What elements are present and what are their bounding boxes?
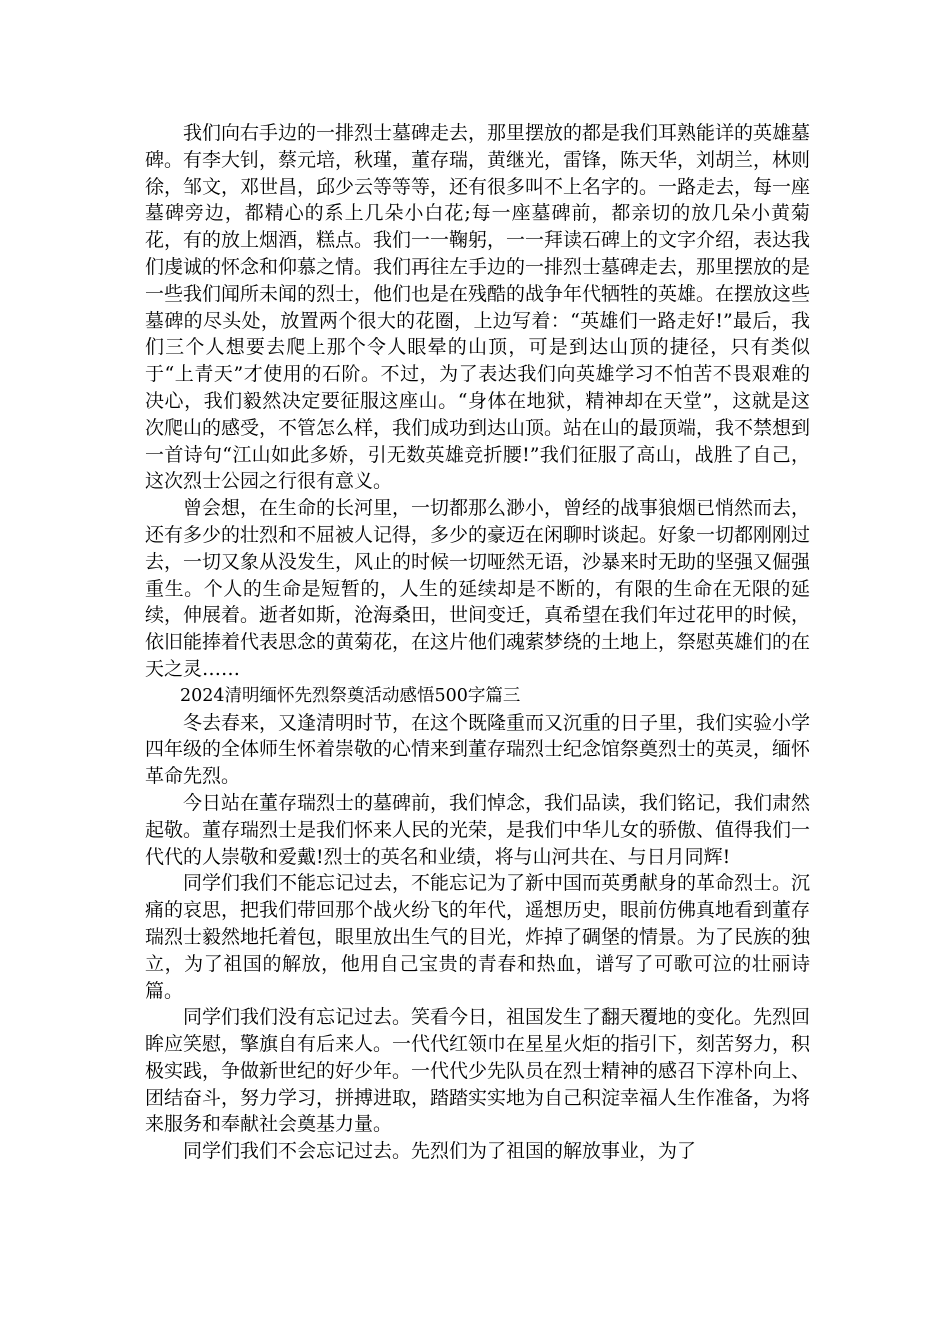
- paragraph-1: 我们向右手边的一排烈士墓碑走去，那里摆放的都是我们耳熟能详的英雄墓碑。有李大钊，蔡元培，秋瑾，董存瑞，黄继光，雷锋，陈天华，刘胡兰，林则徐，邹文，邓世昌，邱少云等等等，还有很多叫不上名字的。一路走去，每一座墓碑旁边，都精心的系上几朵小白花;每一座墓碑前，都亲切的放几朵小黄菊花，有的放上烟酒，糕点。我们一一鞠躬，一一拜读石碑上的文字介绍，表达我们虔诚的怀念和仰慕之情。我们再往左手边的一排烈士墓碑走去，那里摆放的是一些我们闻所未闻的烈士，他们也是在残酷的战争年代牺牲的英雄。在摆放这些墓碑的尽头处，放置两个很大的花圈，上边写着：“英雄们一路走好!”最后，我们三个人想要去爬上那个令人眼晕的山顶，可是到达山顶的捷径，只有类似于“上青天”才使用的石阶。不过，为了表达我们向英雄学习不怕苦不畏艰难的决心，我们毅然决定要征服这座山。“身体在地狱，精神却在天堂”，这就是这次爬山的感受，不管怎么样，我们成功到达山顶。站在山的最顶端，我不禁想到一首诗句“江山如此多娇，引无数英雄竞折腰!”我们征服了高山，战胜了自己，这次烈士公园之行很有意义。: [145, 122, 811, 493]
- paragraph-6: 同学们我们没有忘记过去。笑看今日，祖国发生了翻天覆地的变化。先烈回眸应笑慰，擎旗自有后来人。一代代红领巾在星星火炬的指引下，刻苦努力，积极实践，争做新世纪的好少年。一代代少先队员在烈士精神的感召下淳朴向上、团结奋斗，努力学习，拼搏进取，踏踏实实地为自己积淀幸福人生作准备，为将来服务和奉献社会奠基力量。: [145, 1006, 811, 1136]
- paragraph-4: 今日站在董存瑞烈士的墓碑前，我们悼念，我们品读，我们铭记，我们肃然起敬。董存瑞烈士是我们怀来人民的光荣，是我们中华儿女的骄傲、值得我们一代代的人崇敬和爱戴!烈士的英名和业绩，将与山河共在、与日月同辉!: [145, 791, 811, 868]
- paragraph-2: 曾会想，在生命的长河里，一切都那么渺小，曾经的战事狼烟已悄然而去，还有多少的壮烈和不屈被人记得，多少的豪迈在闲聊时谈起。好象一切都刚刚过去，一切又象从没发生，风止的时候一切哑然无语，沙暴来时无助的坚强又倔强重生。个人的生命是短暂的，人生的延续却是不断的，有限的生命在无限的延续，伸展着。逝者如斯，沧海桑田，世间变迁，真希望在我们年过花甲的时候，依旧能捧着代表思念的黄菊花，在这片他们魂萦梦绕的土地上，祭慰英雄们的在天之灵……: [145, 497, 811, 680]
- paragraph-5: 同学们我们不能忘记过去，不能忘记为了新中国而英勇献身的革命烈士。沉痛的哀思，把我们带回那个战火纷飞的年代，遥想历史，眼前仿佛真地看到董存瑞烈士毅然地托着包，眼里放出生气的目光，炸掉了碉堡的情景。为了民族的独立，为了祖国的解放，他用自己宝贵的青春和热血，谱写了可歌可泣的壮丽诗篇。: [145, 872, 811, 1002]
- document-body: [145, 120, 810, 1165]
- section-heading: 2024清明缅怀先烈祭奠活动感悟500字篇三: [180, 685, 521, 706]
- paragraph-7: 同学们我们不会忘记过去。先烈们为了祖国的解放事业，为了: [183, 1140, 697, 1163]
- paragraph-3: 冬去春来，又逢清明时节，在这个既隆重而又沉重的日子里，我们实验小学四年级的全体师生怀着崇敬的心情来到董存瑞烈士纪念馆祭奠烈士的英灵，缅怀革命先烈。: [145, 711, 811, 788]
